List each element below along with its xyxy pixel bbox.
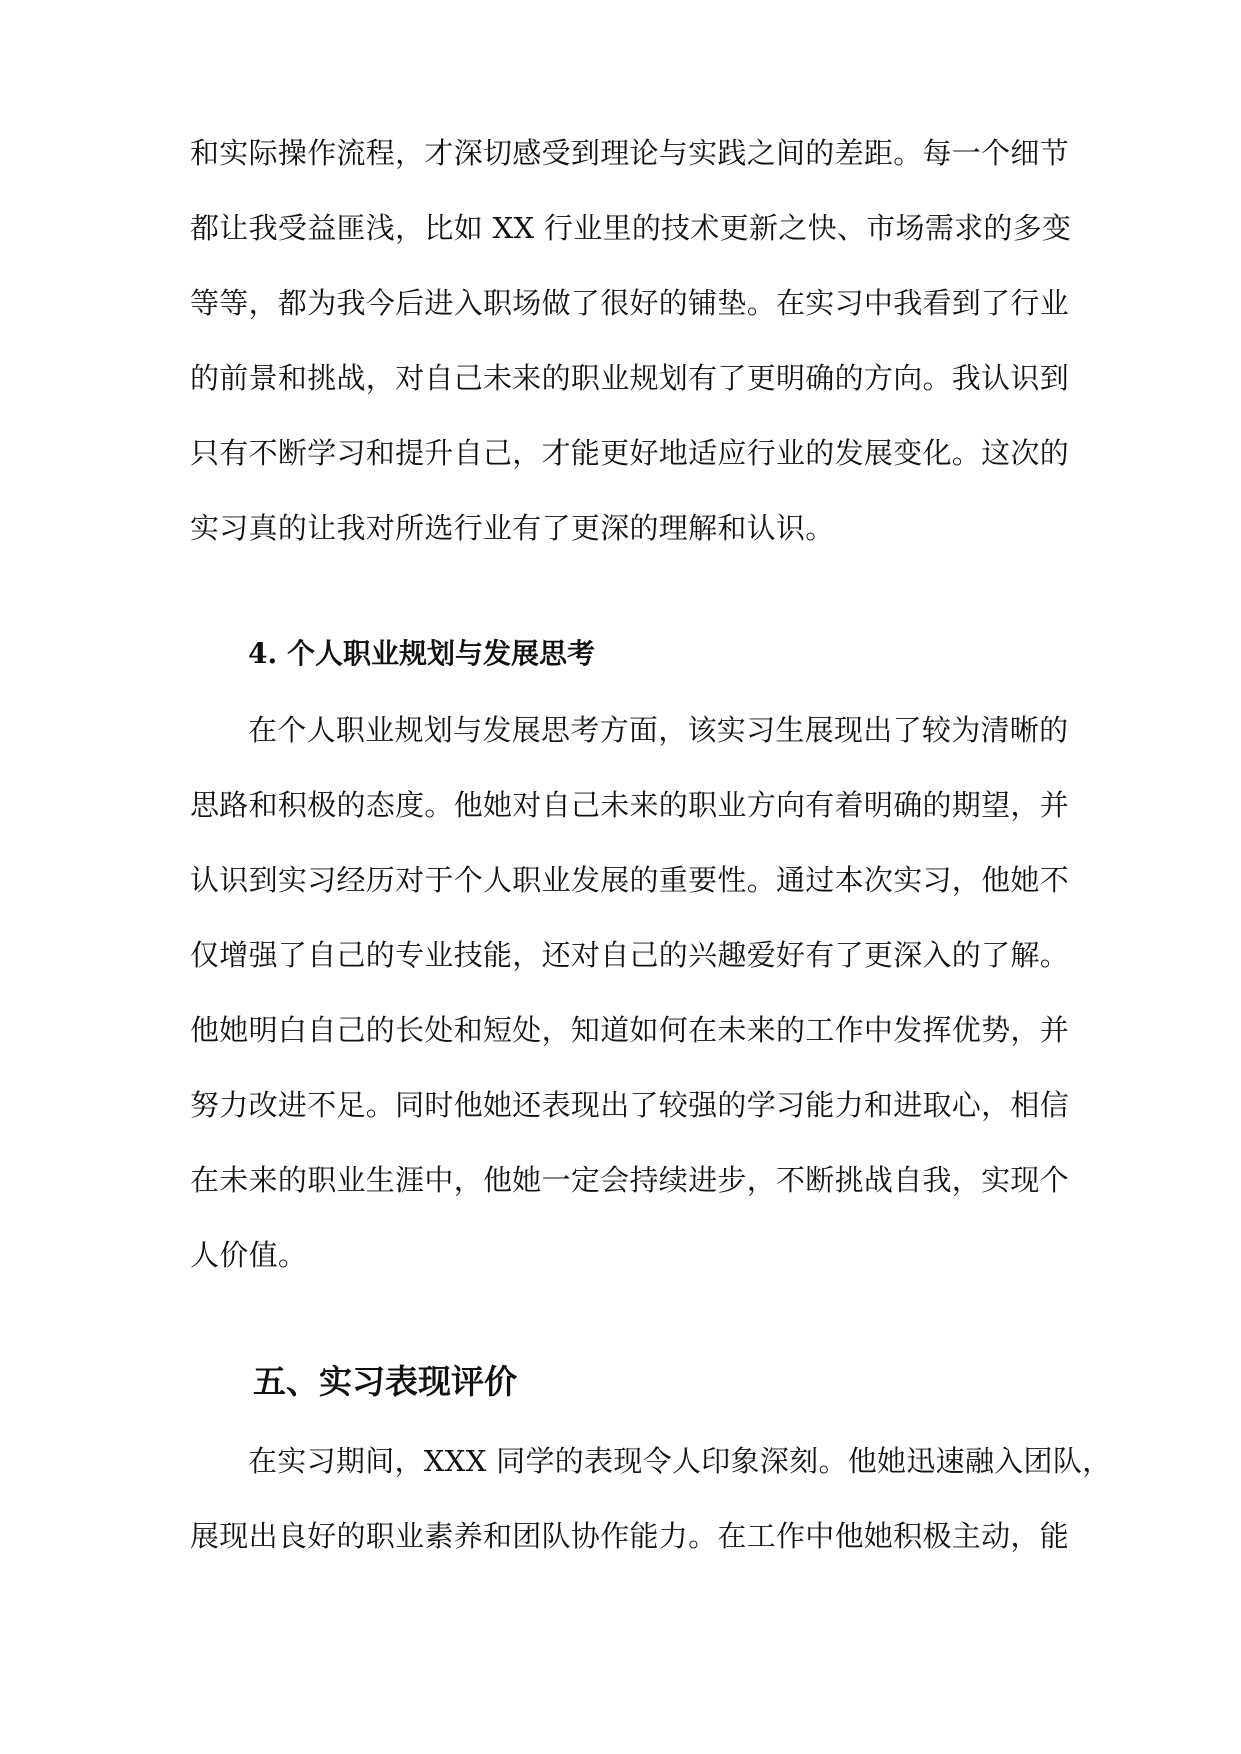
paragraph-line: 只有不断学习和提升自己，才能更好地适应行业的发展变化。这次的 <box>190 436 1070 470</box>
paragraph-line: 在个人职业规划与发展思考方面，该实习生展现出了较为清晰的 <box>248 713 1069 747</box>
section-heading: 五、实习表现评价 <box>253 1362 517 1401</box>
paragraph-line: 实习真的让我对所选行业有了更深的理解和认识。 <box>190 511 835 545</box>
paragraph-internship-evaluation <box>190 1424 1112 1574</box>
paragraph-line: 都让我受益匪浅，比如 XX 行业里的技术更新之快、市场需求的多变 <box>190 211 1072 245</box>
paragraph-line: 在未来的职业生涯中，他她一定会持续进步，不断挑战自我，实现个 <box>190 1163 1070 1197</box>
subsection-heading: 4. 个人职业规划与发展思考 <box>248 637 595 670</box>
paragraph-line: 和实际操作流程，才深切感受到理论与实践之间的差距。每一个细节 <box>190 136 1070 170</box>
paragraph-line: 思路和积极的态度。他她对自己未来的职业方向有着明确的期望，并 <box>190 788 1070 822</box>
paragraph-line: 努力改进不足。同时他她还表现出了较强的学习能力和进取心，相信 <box>190 1088 1070 1122</box>
paragraph-line: 人价值。 <box>190 1238 308 1272</box>
paragraph-line: 的前景和挑战，对自己未来的职业规划有了更明确的方向。我认识到 <box>190 361 1070 395</box>
paragraph-line: 展现出良好的职业素养和团队协作能力。在工作中他她积极主动，能 <box>190 1519 1070 1553</box>
paragraph-line: 在实习期间，XXX 同学的表现令人印象深刻。他她迅速融入团队， <box>248 1444 1112 1478</box>
paragraph-line: 他她明白自己的长处和短处，知道如何在未来的工作中发挥优势，并 <box>190 1013 1070 1047</box>
paragraph-line: 认识到实习经历对于个人职业发展的重要性。通过本次实习，他她不 <box>190 863 1070 897</box>
paragraph-industry-understanding <box>190 116 1072 566</box>
paragraph-line: 等等，都为我今后进入职场做了很好的铺垫。在实习中我看到了行业 <box>190 286 1070 320</box>
paragraph-career-planning <box>190 693 1070 1293</box>
paragraph-line: 仅增强了自己的专业技能，还对自己的兴趣爱好有了更深入的了解。 <box>190 938 1070 972</box>
